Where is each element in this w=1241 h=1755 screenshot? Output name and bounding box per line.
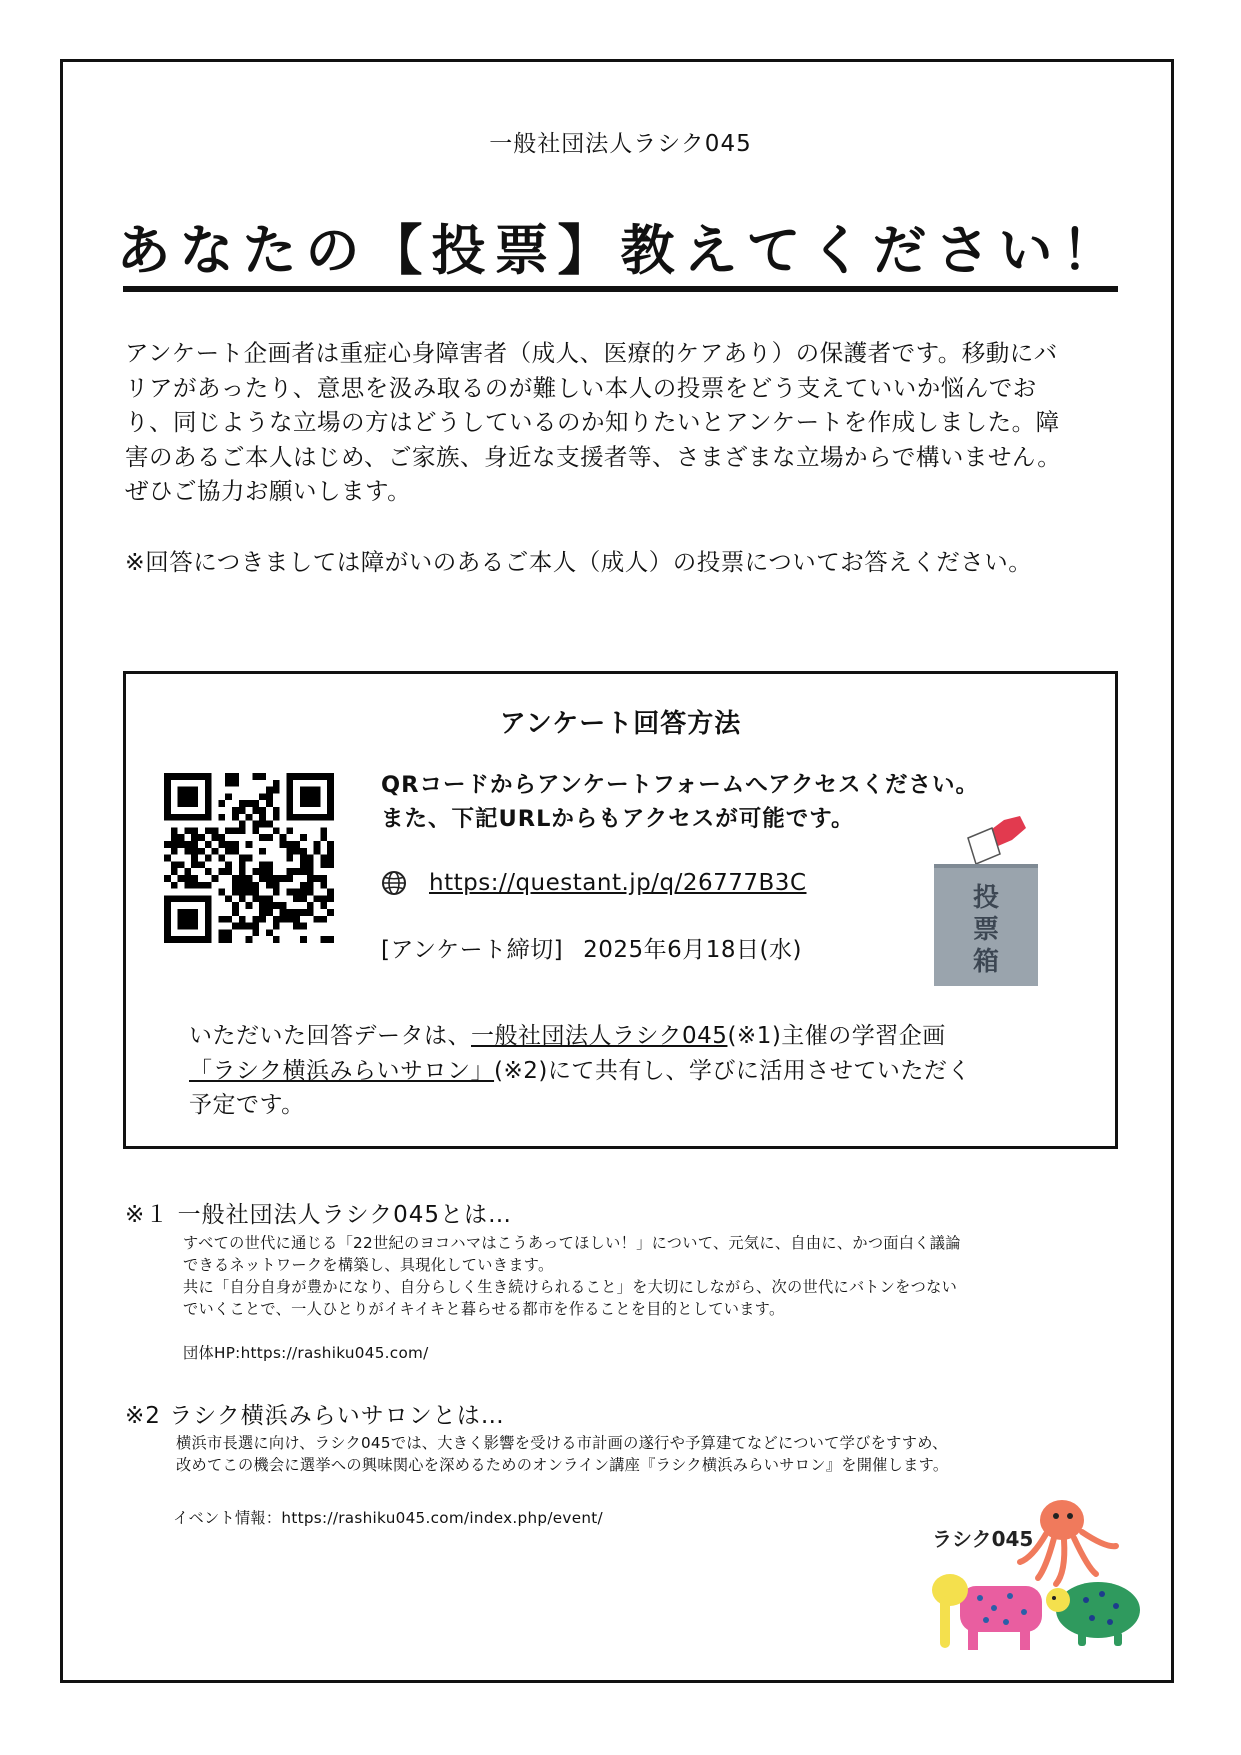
elephant-icon — [932, 1574, 1042, 1650]
qr-module — [171, 834, 178, 841]
qr-module — [164, 841, 171, 848]
footnote-1-line: でいくことで、一人ひとりがイキイキと暮らせる都市を作ることを目的としています。 — [183, 1300, 785, 1318]
qr-module — [259, 909, 266, 916]
qr-module — [300, 889, 307, 896]
qr-module — [252, 827, 259, 834]
qr-module — [232, 909, 239, 916]
qr-module — [232, 841, 239, 848]
qr-module — [225, 841, 232, 848]
qr-module — [307, 909, 314, 916]
qr-module — [314, 895, 321, 902]
share-text-4: 予定です。 — [189, 1092, 305, 1118]
qr-module — [280, 875, 287, 882]
qr-module — [300, 936, 307, 943]
qr-module — [239, 868, 246, 875]
qr-module — [246, 902, 253, 909]
qr-module — [239, 807, 246, 814]
qr-module — [225, 793, 232, 800]
url-row — [381, 870, 807, 896]
qr-module — [266, 834, 273, 841]
qr-module — [239, 800, 246, 807]
qr-module — [225, 773, 232, 780]
qr-module — [246, 936, 253, 943]
footnote-2-line: 横浜市長選に向け、ラシク045では、大きく影響を受ける市計画の遂行や予算建てなどについて学びをすすめ、 — [176, 1434, 948, 1452]
qr-module — [232, 875, 239, 882]
qr-module — [198, 882, 205, 889]
qr-module — [286, 841, 293, 848]
qr-module — [327, 889, 334, 896]
qr-module — [320, 827, 327, 834]
qr-module — [232, 902, 239, 909]
qr-code[interactable] — [164, 773, 334, 943]
qr-module — [266, 861, 273, 868]
qr-module — [320, 916, 327, 923]
qr-module — [252, 895, 259, 902]
footnote-1-line: 共に「自分自身が豊かになり、自分らしく生き続けられること」を大切にしながら、次の世代にバトンをつない — [183, 1278, 958, 1296]
qr-module — [327, 895, 334, 902]
qr-module — [205, 827, 212, 834]
qr-module — [218, 841, 225, 848]
qr-module — [191, 861, 198, 868]
qr-module — [218, 929, 225, 936]
qr-module — [252, 807, 259, 814]
qr-module — [232, 827, 239, 834]
qr-module — [178, 861, 185, 868]
qr-module — [225, 780, 232, 787]
qr-module — [232, 882, 239, 889]
qr-module — [300, 882, 307, 889]
turtle-icon — [1046, 1582, 1140, 1646]
qr-module — [273, 780, 280, 787]
qr-module — [259, 793, 266, 800]
qr-module — [198, 834, 205, 841]
qr-module — [191, 855, 198, 862]
qr-module — [266, 787, 273, 794]
qr-module — [320, 834, 327, 841]
qr-module — [307, 882, 314, 889]
qr-module — [259, 834, 266, 841]
qr-module — [293, 868, 300, 875]
qr-module — [232, 889, 239, 896]
intro-paragraph — [125, 336, 1110, 509]
qr-module — [273, 827, 280, 834]
qr-module — [259, 807, 266, 814]
intro-line: リアがあったり、意思を汲み取るのが難しい本人の投票をどう支えていいか悩んでお — [125, 373, 1037, 402]
qr-module — [300, 909, 307, 916]
qr-module — [266, 929, 273, 936]
qr-module — [239, 875, 246, 882]
qr-module — [191, 875, 198, 882]
globe-icon — [381, 870, 407, 896]
qr-module — [205, 841, 212, 848]
qr-module — [280, 916, 287, 923]
survey-url-link[interactable]: https://questant.jp/q/26777B3C — [429, 870, 807, 896]
qr-module — [259, 875, 266, 882]
qr-module — [293, 909, 300, 916]
qr-module — [280, 834, 287, 841]
qr-module — [273, 902, 280, 909]
qr-module — [225, 895, 232, 902]
instruction-line-1: QRコードからアンケートフォームへアクセスください。 — [381, 772, 979, 798]
qr-module — [232, 923, 239, 930]
qr-module — [327, 855, 334, 862]
qr-module — [273, 882, 280, 889]
qr-module — [252, 882, 259, 889]
qr-module — [327, 861, 334, 868]
qr-module — [286, 868, 293, 875]
qr-module — [286, 848, 293, 855]
deadline-date: 2025年6月18日(水) — [583, 937, 802, 963]
qr-module — [246, 889, 253, 896]
footnote-1-line: すべての世代に通じる「22世紀のヨコハマはこうあってほしい！」について、元気に、自由に、かつ面白く議論 — [183, 1234, 961, 1252]
qr-module — [218, 916, 225, 923]
qr-module — [252, 800, 259, 807]
qr-module — [320, 902, 327, 909]
qr-module — [218, 800, 225, 807]
qr-module — [239, 827, 246, 834]
data-sharing-note — [189, 1019, 1089, 1123]
qr-module — [307, 889, 314, 896]
qr-module — [300, 868, 307, 875]
intro-line: アンケート企画者は重症心身障害者（成人、医療的ケアあり）の保護者です。移動にバ — [125, 339, 1058, 367]
qr-module — [239, 821, 246, 828]
qr-module — [246, 882, 253, 889]
qr-module — [225, 848, 232, 855]
qr-module — [327, 909, 334, 916]
qr-module — [252, 929, 259, 936]
qr-module — [191, 827, 198, 834]
qr-module — [164, 855, 171, 862]
qr-module — [239, 861, 246, 868]
qr-module — [300, 834, 307, 841]
qr-module — [293, 848, 300, 855]
qr-module — [280, 841, 287, 848]
qr-module — [246, 923, 253, 930]
footnote-2-title: ※2 ラシク横浜みらいサロンとは… — [125, 1403, 505, 1429]
qr-module — [205, 868, 212, 875]
qr-module — [320, 895, 327, 902]
qr-module — [171, 868, 178, 875]
ballot-char-2: 票 — [972, 915, 1000, 945]
qr-module — [171, 827, 178, 834]
qr-module — [286, 855, 293, 862]
qr-module — [259, 916, 266, 923]
title-underline — [123, 286, 1118, 292]
qr-module — [218, 868, 225, 875]
qr-module — [239, 895, 246, 902]
qr-module — [320, 882, 327, 889]
qr-module — [266, 882, 273, 889]
intro-line: 害のあるご本人はじめ、ご家族、身近な支援者等、さまざまな立場からで構いません。 — [125, 442, 1062, 471]
qr-module — [212, 848, 219, 855]
qr-module — [259, 868, 266, 875]
footnote-2-line: 改めてこの機会に選挙への興味関心を深めるためのオンライン講座『ラシク横浜みらいサロン』を開催します。 — [176, 1456, 949, 1474]
rashiku045-logo — [920, 1488, 1160, 1664]
qr-module — [252, 773, 259, 780]
qr-module — [327, 848, 334, 855]
qr-module — [273, 814, 280, 821]
qr-module — [266, 875, 273, 882]
qr-module — [239, 923, 246, 930]
qr-module — [273, 936, 280, 943]
qr-module — [259, 821, 266, 828]
deadline-label: [アンケート締切] — [381, 937, 564, 963]
footnote-1-line: できるネットワークを構築し、具現化していきます。 — [183, 1256, 554, 1274]
intro-line: ぜひご協力お願いします。 — [125, 477, 412, 505]
qr-module — [259, 861, 266, 868]
qr-module — [252, 889, 259, 896]
ballot-box-illustration — [926, 810, 1046, 990]
survey-box — [123, 671, 1118, 1149]
qr-module — [266, 902, 273, 909]
qr-module — [225, 861, 232, 868]
qr-module — [314, 841, 321, 848]
qr-module — [273, 875, 280, 882]
share-text-3: (※2)にて共有し、学びに活用させていただく — [494, 1057, 971, 1084]
qr-module — [252, 821, 259, 828]
qr-module — [300, 895, 307, 902]
qr-module — [293, 923, 300, 930]
qr-module — [184, 827, 191, 834]
qr-module — [320, 936, 327, 943]
qr-module — [286, 875, 293, 882]
qr-module — [239, 916, 246, 923]
qr-module — [184, 868, 191, 875]
qr-module — [300, 848, 307, 855]
qr-module — [246, 814, 253, 821]
qr-module — [218, 855, 225, 862]
qr-module — [239, 889, 246, 896]
qr-module — [266, 821, 273, 828]
octopus-icon — [1020, 1500, 1116, 1584]
qr-module — [286, 909, 293, 916]
salon-link[interactable]: 「ラシク横浜みらいサロン」 — [189, 1057, 495, 1084]
qr-module — [307, 875, 314, 882]
qr-module — [205, 855, 212, 862]
qr-module — [293, 916, 300, 923]
qr-module — [280, 902, 287, 909]
qr-module — [320, 855, 327, 862]
qr-module — [320, 861, 327, 868]
qr-module — [252, 923, 259, 930]
qr-module — [212, 827, 219, 834]
qr-module — [259, 902, 266, 909]
qr-module — [300, 855, 307, 862]
org-header: 一般社団法人ラシク045 — [489, 131, 752, 157]
qr-module — [246, 855, 253, 862]
qr-module — [300, 861, 307, 868]
qr-module — [191, 841, 198, 848]
qr-module — [178, 834, 185, 841]
qr-module — [266, 868, 273, 875]
qr-module — [178, 875, 185, 882]
qr-module — [293, 889, 300, 896]
logo-text: ラシク045 — [932, 1527, 1034, 1551]
qr-module — [259, 895, 266, 902]
qr-module — [171, 841, 178, 848]
qr-module — [266, 793, 273, 800]
qr-module — [327, 841, 334, 848]
survey-instructions — [381, 768, 1021, 836]
qr-module — [171, 882, 178, 889]
qr-module — [191, 848, 198, 855]
qr-module — [314, 875, 321, 882]
qr-module — [171, 861, 178, 868]
qr-module — [198, 861, 205, 868]
qr-module — [273, 916, 280, 923]
qr-module — [286, 889, 293, 896]
qr-module — [184, 875, 191, 882]
qr-module — [314, 916, 321, 923]
qr-module — [218, 834, 225, 841]
qr-module — [218, 814, 225, 821]
qr-module — [184, 882, 191, 889]
qr-module — [300, 923, 307, 930]
qr-module — [191, 834, 198, 841]
qr-module — [225, 929, 232, 936]
deadline — [381, 931, 802, 964]
share-text-2: (※1)主催の学習企画 — [727, 1023, 946, 1049]
qr-module — [307, 855, 314, 862]
event-info[interactable]: イベント情報：https://rashiku045.com/index.php/event/ — [173, 1509, 603, 1527]
qr-module — [307, 868, 314, 875]
qr-module — [252, 868, 259, 875]
qr-module — [198, 848, 205, 855]
qr-module — [293, 895, 300, 902]
qr-module — [252, 916, 259, 923]
qr-module — [225, 916, 232, 923]
qr-module — [280, 909, 287, 916]
qr-module — [164, 875, 171, 882]
ballot-char-1: 投 — [972, 883, 1000, 913]
qr-module — [239, 855, 246, 862]
qr-module — [259, 814, 266, 821]
qr-module — [273, 787, 280, 794]
qr-module — [232, 780, 239, 787]
qr-module — [184, 841, 191, 848]
qr-module — [273, 889, 280, 896]
qr-module — [286, 916, 293, 923]
org-link[interactable]: 一般社団法人ラシク045 — [471, 1023, 728, 1049]
qr-module — [259, 773, 266, 780]
qr-module — [273, 807, 280, 814]
qr-module — [293, 841, 300, 848]
qr-module — [225, 868, 232, 875]
qr-module — [320, 875, 327, 882]
qr-module — [225, 827, 232, 834]
instruction-line-2: また、下記URLからもアクセスが可能です。 — [381, 806, 855, 832]
qr-module — [266, 909, 273, 916]
qr-module — [218, 889, 225, 896]
qr-module — [307, 861, 314, 868]
qr-module — [286, 827, 293, 834]
footnote-1-title: ※１ 一般社団法人ラシク045とは… — [125, 1202, 513, 1228]
qr-module — [225, 936, 232, 943]
qr-module — [314, 848, 321, 855]
qr-module — [273, 923, 280, 930]
page-title: あなたの【投票】教えてください！ — [116, 219, 1125, 282]
qr-module — [239, 882, 246, 889]
footnote-2-body — [176, 1432, 1076, 1476]
qr-module — [232, 848, 239, 855]
qr-module — [246, 841, 253, 848]
qr-module — [232, 807, 239, 814]
qr-module — [266, 800, 273, 807]
qr-module — [205, 882, 212, 889]
qr-module — [218, 936, 225, 943]
survey-box-title: アンケート回答方法 — [499, 709, 742, 739]
qr-module — [259, 848, 266, 855]
qr-module — [327, 936, 334, 943]
ballot-char-3: 箱 — [972, 947, 1000, 977]
qr-module — [212, 875, 219, 882]
qr-module — [307, 902, 314, 909]
footnote-1-body — [183, 1232, 1083, 1364]
qr-module — [232, 773, 239, 780]
intro-line: り、同じような立場の方はどうしているのか知りたいとアンケートを作成しました。障 — [125, 408, 1060, 436]
qr-module — [171, 848, 178, 855]
qr-module — [246, 875, 253, 882]
qr-module — [246, 800, 253, 807]
qr-module — [212, 834, 219, 841]
qr-module — [191, 882, 198, 889]
qr-module — [178, 841, 185, 848]
qr-module — [266, 895, 273, 902]
answer-note: ※回答につきましては障がいのあるご本人（成人）の投票についてお答えください。 — [125, 548, 1033, 576]
qr-module — [232, 814, 239, 821]
qr-module — [184, 848, 191, 855]
share-text-1: いただいた回答データは、 — [189, 1023, 471, 1049]
org-homepage[interactable]: 団体HP:https://rashiku045.com/ — [183, 1344, 429, 1362]
